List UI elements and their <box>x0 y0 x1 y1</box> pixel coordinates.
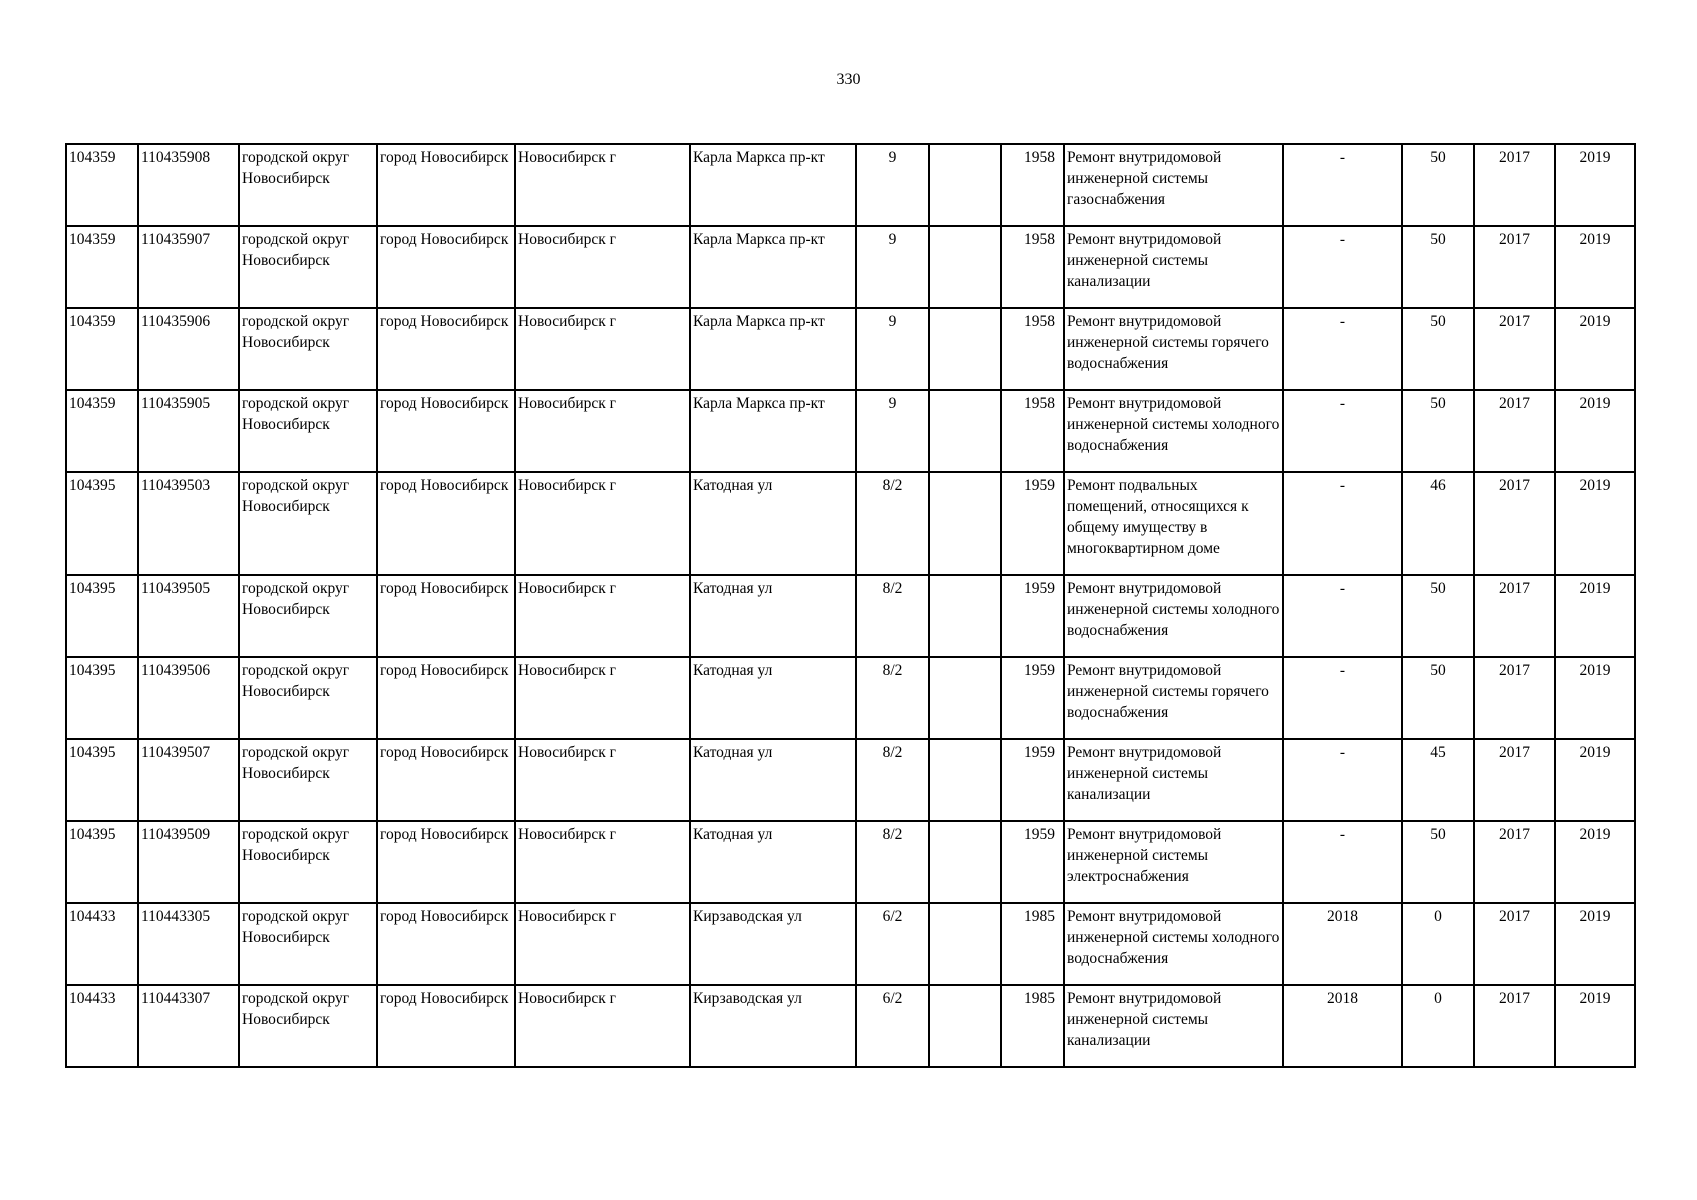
wear-percent-cell: 50 <box>1402 390 1474 472</box>
period-start-cell: 2017 <box>1474 657 1555 739</box>
last-repair-year-cell: - <box>1283 575 1402 657</box>
settlement-cell: город Новосибирск <box>377 739 515 821</box>
period-start-cell: 2017 <box>1474 390 1555 472</box>
wear-percent-cell: 50 <box>1402 308 1474 390</box>
locality-cell: Новосибирск г <box>515 575 690 657</box>
house-id-cell: 104395 <box>66 575 138 657</box>
district-cell: городской округ Новосибирск <box>239 657 377 739</box>
element-code-cell: 110435908 <box>138 144 239 226</box>
house-id-cell: 104359 <box>66 308 138 390</box>
construction-year-cell: 1958 <box>1001 144 1064 226</box>
building-cell <box>929 903 1001 985</box>
house-number-cell: 8/2 <box>856 821 929 903</box>
building-cell <box>929 390 1001 472</box>
work-type-cell: Ремонт внутридомовой инженерной системы холодного водоснабжения <box>1064 903 1283 985</box>
table-row <box>66 657 1635 739</box>
wear-percent-cell: 50 <box>1402 821 1474 903</box>
table-row <box>66 144 1635 226</box>
work-type-cell: Ремонт внутридомовой инженерной системы газоснабжения <box>1064 144 1283 226</box>
district-cell: городской округ Новосибирск <box>239 308 377 390</box>
street-cell: Катодная ул <box>690 575 856 657</box>
period-start-cell: 2017 <box>1474 985 1555 1067</box>
building-cell <box>929 739 1001 821</box>
district-cell: городской округ Новосибирск <box>239 821 377 903</box>
period-start-cell: 2017 <box>1474 739 1555 821</box>
period-start-cell: 2017 <box>1474 226 1555 308</box>
house-id-cell: 104359 <box>66 144 138 226</box>
work-type-cell: Ремонт внутридомовой инженерной системы канализации <box>1064 226 1283 308</box>
element-code-cell: 110439505 <box>138 575 239 657</box>
wear-percent-cell: 50 <box>1402 657 1474 739</box>
period-start-cell: 2017 <box>1474 821 1555 903</box>
period-end-cell: 2019 <box>1555 739 1635 821</box>
settlement-cell: город Новосибирск <box>377 226 515 308</box>
street-cell: Карла Маркса пр-кт <box>690 144 856 226</box>
house-number-cell: 9 <box>856 308 929 390</box>
wear-percent-cell: 45 <box>1402 739 1474 821</box>
wear-percent-cell: 50 <box>1402 575 1474 657</box>
wear-percent-cell: 50 <box>1402 226 1474 308</box>
table-row <box>66 390 1635 472</box>
last-repair-year-cell: - <box>1283 472 1402 575</box>
locality-cell: Новосибирск г <box>515 903 690 985</box>
house-id-cell: 104395 <box>66 657 138 739</box>
construction-year-cell: 1985 <box>1001 903 1064 985</box>
house-number-cell: 9 <box>856 226 929 308</box>
element-code-cell: 110435907 <box>138 226 239 308</box>
construction-year-cell: 1958 <box>1001 226 1064 308</box>
house-id-cell: 104359 <box>66 226 138 308</box>
period-end-cell: 2019 <box>1555 985 1635 1067</box>
building-cell <box>929 472 1001 575</box>
district-cell: городской округ Новосибирск <box>239 739 377 821</box>
last-repair-year-cell: - <box>1283 739 1402 821</box>
period-end-cell: 2019 <box>1555 575 1635 657</box>
work-type-cell: Ремонт внутридомовой инженерной системы электроснабжения <box>1064 821 1283 903</box>
element-code-cell: 110439509 <box>138 821 239 903</box>
street-cell: Кирзаводская ул <box>690 985 856 1067</box>
wear-percent-cell: 50 <box>1402 144 1474 226</box>
street-cell: Карла Маркса пр-кт <box>690 390 856 472</box>
construction-year-cell: 1959 <box>1001 739 1064 821</box>
table-row <box>66 903 1635 985</box>
settlement-cell: город Новосибирск <box>377 903 515 985</box>
last-repair-year-cell: - <box>1283 144 1402 226</box>
table-row <box>66 226 1635 308</box>
settlement-cell: город Новосибирск <box>377 308 515 390</box>
element-code-cell: 110439506 <box>138 657 239 739</box>
work-type-cell: Ремонт внутридомовой инженерной системы холодного водоснабжения <box>1064 575 1283 657</box>
street-cell: Катодная ул <box>690 739 856 821</box>
house-id-cell: 104395 <box>66 821 138 903</box>
locality-cell: Новосибирск г <box>515 985 690 1067</box>
street-cell: Кирзаводская ул <box>690 903 856 985</box>
locality-cell: Новосибирск г <box>515 144 690 226</box>
table-row <box>66 472 1635 575</box>
house-number-cell: 8/2 <box>856 472 929 575</box>
house-id-cell: 104359 <box>66 390 138 472</box>
last-repair-year-cell: - <box>1283 390 1402 472</box>
locality-cell: Новосибирск г <box>515 390 690 472</box>
construction-year-cell: 1959 <box>1001 575 1064 657</box>
element-code-cell: 110443305 <box>138 903 239 985</box>
registry-table <box>65 143 1636 1068</box>
settlement-cell: город Новосибирск <box>377 575 515 657</box>
locality-cell: Новосибирск г <box>515 226 690 308</box>
table-row <box>66 985 1635 1067</box>
wear-percent-cell: 0 <box>1402 985 1474 1067</box>
construction-year-cell: 1959 <box>1001 821 1064 903</box>
wear-percent-cell: 46 <box>1402 472 1474 575</box>
table-row <box>66 575 1635 657</box>
district-cell: городской округ Новосибирск <box>239 390 377 472</box>
locality-cell: Новосибирск г <box>515 821 690 903</box>
house-number-cell: 8/2 <box>856 657 929 739</box>
period-start-cell: 2017 <box>1474 308 1555 390</box>
period-end-cell: 2019 <box>1555 657 1635 739</box>
last-repair-year-cell: - <box>1283 657 1402 739</box>
last-repair-year-cell: - <box>1283 308 1402 390</box>
house-number-cell: 9 <box>856 390 929 472</box>
building-cell <box>929 657 1001 739</box>
district-cell: городской округ Новосибирск <box>239 226 377 308</box>
settlement-cell: город Новосибирск <box>377 472 515 575</box>
wear-percent-cell: 0 <box>1402 903 1474 985</box>
work-type-cell: Ремонт внутридомовой инженерной системы канализации <box>1064 739 1283 821</box>
period-end-cell: 2019 <box>1555 308 1635 390</box>
page-number: 330 <box>836 71 861 88</box>
period-end-cell: 2019 <box>1555 226 1635 308</box>
table-row <box>66 821 1635 903</box>
district-cell: городской округ Новосибирск <box>239 144 377 226</box>
element-code-cell: 110439507 <box>138 739 239 821</box>
house-id-cell: 104433 <box>66 903 138 985</box>
last-repair-year-cell: 2018 <box>1283 985 1402 1067</box>
table-row <box>66 739 1635 821</box>
district-cell: городской округ Новосибирск <box>239 903 377 985</box>
period-start-cell: 2017 <box>1474 472 1555 575</box>
settlement-cell: город Новосибирск <box>377 390 515 472</box>
last-repair-year-cell: - <box>1283 226 1402 308</box>
work-type-cell: Ремонт внутридомовой инженерной системы горячего водоснабжения <box>1064 657 1283 739</box>
house-id-cell: 104395 <box>66 739 138 821</box>
building-cell <box>929 985 1001 1067</box>
street-cell: Катодная ул <box>690 472 856 575</box>
work-type-cell: Ремонт подвальных помещений, относящихся к общему имуществу в многоквартирном доме <box>1064 472 1283 575</box>
table-body <box>66 144 1635 1067</box>
period-end-cell: 2019 <box>1555 821 1635 903</box>
settlement-cell: город Новосибирск <box>377 821 515 903</box>
street-cell: Карла Маркса пр-кт <box>690 226 856 308</box>
construction-year-cell: 1958 <box>1001 390 1064 472</box>
element-code-cell: 110443307 <box>138 985 239 1067</box>
period-start-cell: 2017 <box>1474 903 1555 985</box>
construction-year-cell: 1959 <box>1001 657 1064 739</box>
table-row <box>66 308 1635 390</box>
work-type-cell: Ремонт внутридомовой инженерной системы холодного водоснабжения <box>1064 390 1283 472</box>
construction-year-cell: 1959 <box>1001 472 1064 575</box>
district-cell: городской округ Новосибирск <box>239 985 377 1067</box>
element-code-cell: 110435906 <box>138 308 239 390</box>
period-end-cell: 2019 <box>1555 472 1635 575</box>
building-cell <box>929 821 1001 903</box>
work-type-cell: Ремонт внутридомовой инженерной системы горячего водоснабжения <box>1064 308 1283 390</box>
district-cell: городской округ Новосибирск <box>239 472 377 575</box>
building-cell <box>929 308 1001 390</box>
last-repair-year-cell: - <box>1283 821 1402 903</box>
building-cell <box>929 226 1001 308</box>
period-start-cell: 2017 <box>1474 575 1555 657</box>
construction-year-cell: 1985 <box>1001 985 1064 1067</box>
street-cell: Катодная ул <box>690 657 856 739</box>
element-code-cell: 110435905 <box>138 390 239 472</box>
house-number-cell: 9 <box>856 144 929 226</box>
locality-cell: Новосибирск г <box>515 657 690 739</box>
house-number-cell: 6/2 <box>856 985 929 1067</box>
period-end-cell: 2019 <box>1555 903 1635 985</box>
construction-year-cell: 1958 <box>1001 308 1064 390</box>
street-cell: Карла Маркса пр-кт <box>690 308 856 390</box>
house-id-cell: 104433 <box>66 985 138 1067</box>
house-id-cell: 104395 <box>66 472 138 575</box>
settlement-cell: город Новосибирск <box>377 144 515 226</box>
house-number-cell: 8/2 <box>856 739 929 821</box>
house-number-cell: 8/2 <box>856 575 929 657</box>
street-cell: Катодная ул <box>690 821 856 903</box>
district-cell: городской округ Новосибирск <box>239 575 377 657</box>
locality-cell: Новосибирск г <box>515 739 690 821</box>
building-cell <box>929 144 1001 226</box>
house-number-cell: 6/2 <box>856 903 929 985</box>
period-start-cell: 2017 <box>1474 144 1555 226</box>
settlement-cell: город Новосибирск <box>377 985 515 1067</box>
locality-cell: Новосибирск г <box>515 472 690 575</box>
period-end-cell: 2019 <box>1555 390 1635 472</box>
element-code-cell: 110439503 <box>138 472 239 575</box>
last-repair-year-cell: 2018 <box>1283 903 1402 985</box>
locality-cell: Новосибирск г <box>515 308 690 390</box>
work-type-cell: Ремонт внутридомовой инженерной системы канализации <box>1064 985 1283 1067</box>
building-cell <box>929 575 1001 657</box>
period-end-cell: 2019 <box>1555 144 1635 226</box>
settlement-cell: город Новосибирск <box>377 657 515 739</box>
